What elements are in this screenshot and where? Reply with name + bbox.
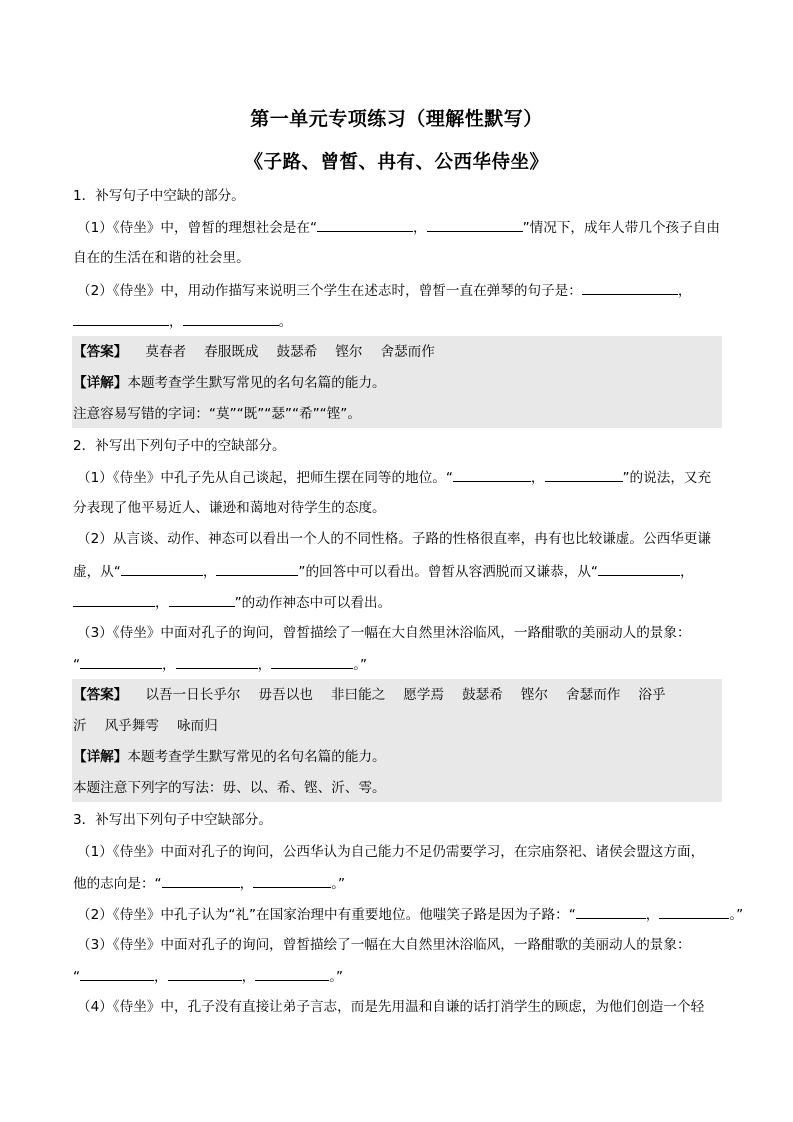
q1-part1-line1 (77, 217, 720, 238)
q3-part1-line2 (73, 873, 345, 894)
q1-part2-sep: ， (677, 283, 692, 299)
answer-item: 毋吾以也 (258, 687, 313, 703)
q2-part1-line1 (77, 467, 711, 488)
q1-part1-text: （1）《侍坐》中，曾皙的理想社会是在“ (77, 220, 317, 236)
answer-blank[interactable] (545, 467, 623, 482)
answer-blank[interactable] (183, 311, 279, 326)
answer-blank[interactable] (162, 873, 240, 888)
a2-answer-line1 (73, 685, 666, 705)
q1-part2-line1 (77, 280, 691, 301)
q1-part1-line2: 自在的生活在和谐的社会里。 (73, 250, 250, 266)
q2-part3-end: 。” (353, 657, 368, 673)
q2-part3-open: “ (73, 657, 81, 673)
answer-label: 【答案】 (73, 344, 128, 360)
q2-part2-mid: ”的回答中可以看出。曾皙从容洒脱而又谦恭，从“ (298, 564, 598, 580)
q2-part2-line3 (73, 592, 391, 613)
q2-part3-sep2: ， (257, 657, 272, 673)
detail-label: 【详解】 (73, 749, 128, 765)
answer-item: 浴乎 (638, 687, 666, 703)
q1-part2-end: 。 (278, 314, 293, 330)
detail-label: 【详解】 (73, 375, 128, 391)
a2-answer-line2 (73, 716, 218, 736)
answer-blank[interactable] (582, 280, 678, 295)
answer-item: 鼓瑟希 (462, 687, 503, 703)
q2-part3-sep: ， (162, 657, 176, 673)
answer-blank[interactable] (80, 654, 162, 669)
q1-part1-tail: ”情况下，成年人带几个孩子自由 (522, 220, 720, 236)
answer-item: 非曰能之 (330, 687, 386, 703)
answer-item: 以吾一日长乎尔 (145, 687, 241, 703)
answer-blank[interactable] (73, 592, 155, 607)
q2-part1-tail: ”的说法，又充 (622, 470, 712, 486)
q3-part1-line1: （1）《侍坐》中面对孔子的询问，公西华认为自己能力不足仍需要学习，在宗庙祭祀、诸侯会盟这方面， (77, 844, 705, 860)
answer-blank[interactable] (317, 217, 413, 232)
answer-item: 舍瑟而作 (566, 687, 621, 703)
q2-part1-sep: ， (530, 470, 545, 486)
q1-part2-sep2: ， (169, 314, 183, 330)
answer-blank[interactable] (271, 654, 353, 669)
answer-item: 沂 (73, 718, 87, 734)
answer-item: 风乎舞雩 (104, 718, 159, 734)
q3-part3-line1: （3）《侍坐》中面对孔子的询问，曾皙描绘了一幅在大自然里沐浴临风，一路酣歌的美丽动人的景象： (77, 937, 691, 953)
answer-blank[interactable] (255, 966, 329, 981)
answer-blank[interactable] (169, 592, 235, 607)
q2-part2-line2 (73, 561, 694, 582)
answer-blank[interactable] (73, 311, 169, 326)
q1-part2-line2 (73, 311, 292, 332)
q2-part3-line1: （3）《侍坐》中面对孔子的询问，曾皙描绘了一幅在大自然里沐浴临风，一路酣歌的美丽动人的景象： (77, 625, 691, 641)
answer-item: 铿尔 (335, 344, 363, 360)
q2-part2-open: 虚，从“ (73, 564, 121, 580)
q2-part3-line2 (73, 654, 367, 675)
q2-part1-line2: 分表现了他平易近人、谦逊和蔼地对待学生的态度。 (73, 500, 386, 516)
answer-blank[interactable] (168, 966, 242, 981)
q3-part2-sep: ， (645, 907, 660, 923)
q3-part3-sep: ， (154, 969, 168, 985)
q3-part3-line2 (73, 966, 343, 987)
q3-part1-end: 。” (331, 876, 346, 892)
answer-blank[interactable] (598, 561, 680, 576)
q3-part1-sep: ， (239, 876, 254, 892)
a1-answer-line (73, 342, 435, 362)
answer-blank[interactable] (80, 966, 154, 981)
q3-part4-line1: （4）《侍坐》中，孔子没有直接让弟子言志，而是先用温和自谦的话打消学生的顾虑，为他们创造一个轻 (77, 999, 705, 1015)
a1-note: 注意容易写错的字词：“莫”“既”“瑟”“希”“铿”。 (73, 406, 361, 422)
q2-part2-line1: （2）从言谈、动作、神态可以看出一个人的不同性格。子路的性格很直率，冉有也比较谦虚。公西华更谦 (77, 531, 711, 547)
answer-blank[interactable] (216, 561, 298, 576)
answer-item: 铿尔 (520, 687, 549, 703)
q3-part3-open: “ (73, 969, 81, 985)
q3-part2-text: （2）《侍坐》中孔子认为“礼”在国家治理中有重要地位。他嗤笑子路是因为子路：“ (77, 907, 576, 923)
page-title: 第一单元专项练习（理解性默写） (250, 108, 543, 130)
q3-heading: 3．补写出下列句子中空缺部分。 (73, 812, 272, 828)
answer-blank[interactable] (253, 873, 331, 888)
detail-text: 本题考查学生默写常见的名句名篇的能力。 (127, 375, 386, 391)
q3-part3-end: 。” (329, 969, 344, 985)
q3-part2-end: 。” (729, 907, 744, 923)
q2-heading: 2．补写出下列句子中的空缺部分。 (73, 438, 286, 454)
a2-detail-line (73, 747, 386, 767)
page-subtitle: 《子路、曾皙、冉有、公西华侍坐》 (244, 152, 549, 173)
a2-note: 本题注意下列字的写法：毋、以、希、铿、沂、雩。 (73, 780, 386, 796)
q2-part2-sep: ， (202, 564, 217, 580)
q2-part2-sep2: ， (679, 564, 694, 580)
answer-item: 舍瑟而作 (380, 344, 435, 360)
answer-item: 咏而归 (176, 718, 218, 734)
q1-part1-sep: ， (412, 220, 427, 236)
answer-item: 春服既成 (204, 344, 259, 360)
q3-part2-line1 (77, 904, 743, 925)
q3-part1-open: 他的志向是：“ (73, 876, 162, 892)
q1-part2-text: （2）《侍坐》中，用动作描写来说明三个学生在述志时，曾皙一直在弹琴的句子是： (77, 283, 582, 299)
answer-item: 鼓瑟希 (276, 344, 318, 360)
q3-part3-sep2: ， (241, 969, 256, 985)
answer-blank[interactable] (576, 904, 646, 919)
answer-blank[interactable] (453, 467, 531, 482)
answer-blank[interactable] (659, 904, 729, 919)
answer-blank[interactable] (121, 561, 203, 576)
answer-item: 莫春者 (145, 344, 187, 360)
q1-heading: 1．补写句子中空缺的部分。 (73, 188, 245, 204)
a1-detail-line (73, 373, 386, 393)
answer-blank[interactable] (427, 217, 523, 232)
q2-part2-tail: ”的动作神态中可以看出。 (234, 595, 392, 611)
answer-item: 愿学焉 (403, 687, 445, 703)
answer-label: 【答案】 (73, 687, 128, 703)
detail-text: 本题考查学生默写常见的名句名篇的能力。 (127, 749, 386, 765)
answer-blank[interactable] (176, 654, 258, 669)
q2-part2-sep3: ， (155, 595, 169, 611)
q2-part1-text: （1）《侍坐》中孔子先从自己谈起，把师生摆在同等的地位。“ (77, 470, 453, 486)
